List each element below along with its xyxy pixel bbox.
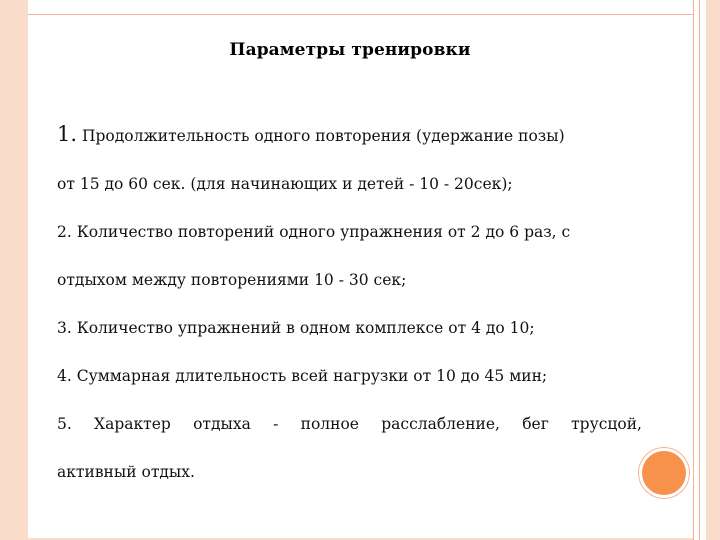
item-2-line-1: 2. Количество повторений одного упражнения от 2 до 6 раз, с [57,223,571,241]
top-frame-bar [28,0,693,15]
right-frame-line-outer [699,0,700,540]
item-1-line-1 [57,122,642,146]
right-frame-line [693,0,694,540]
item-5-word: трусцой, [571,415,642,433]
item-5-justified [57,415,642,433]
right-frame-bar [706,0,720,540]
item-4-line: 4. Суммарная длительность всей нагрузки от 10 до 45 мин; [57,367,548,385]
item-2-line-2: отдыхом между повторениями 10 - 30 сек; [57,271,407,289]
left-frame-bar [0,0,28,540]
item-5-line-1 [57,415,642,433]
item-5-word: - [273,415,279,433]
item-5-word: Характер [94,415,171,433]
item-5-word: 5. [57,415,72,433]
decorative-circle [642,451,686,495]
item-5-word: отдыха [193,415,251,433]
item-5-line-2: активный отдых. [57,463,195,481]
slide-title: Параметры тренировки [229,40,471,60]
item-5-word: бег [522,415,549,433]
item-5-word: расслабление, [381,415,500,433]
item-1-number: 1. [57,122,78,146]
item-5-word: полное [300,415,359,433]
item-3-line: 3. Количество упражнений в одном комплексе от 4 до 10; [57,319,535,337]
item-1-line-2: от 15 до 60 сек. (для начинающих и детей - 10 - 20сек); [57,175,513,193]
item-1-text: Продолжительность одного повторения (удержание позы) [81,127,565,145]
